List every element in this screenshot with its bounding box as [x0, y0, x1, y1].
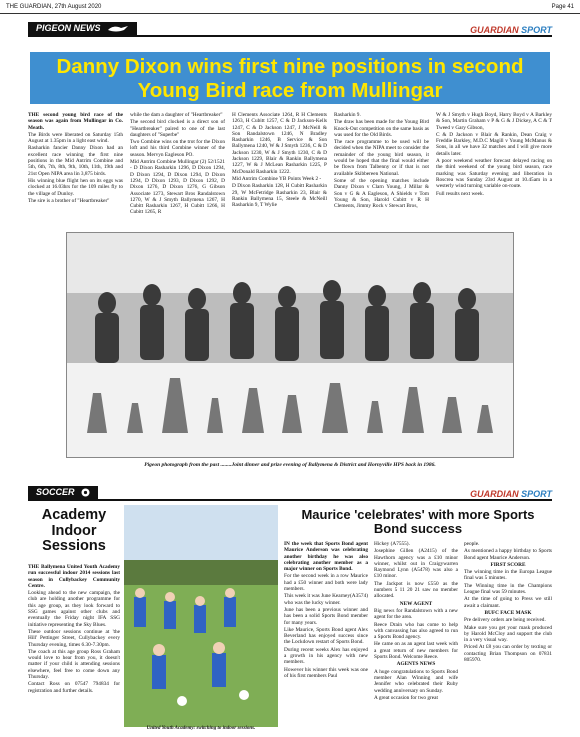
pigeon-news-tab: PIGEON NEWS	[28, 22, 137, 35]
guardian-sport-logo: GUARDIAN SPORT	[470, 25, 552, 35]
guardian-sport-logo-2: GUARDIAN SPORT	[470, 489, 552, 499]
academy-headline: Academy Indoor Sessions	[41, 507, 107, 554]
paper-date: THE GUARDIAN, 27th August 2020	[6, 3, 102, 10]
prize-evening-photo	[66, 232, 514, 458]
page-number: Page 41	[551, 3, 574, 10]
pigeon-section-bar	[28, 22, 552, 37]
pigeon-column-4: Rasharkin 9. The draw has been made for the Young Bird Knock-Out competition on the same basis as was used for the Old Birds. The race programme to be used will be decided when the NIPA meet to consider the remainder of the young bird season, it would be hoped that the final would either be flown from Talbenny or if that is not available Skibbereen National. Some of the opening matches include Danny Dixon v Clarn Young, J Millar & Son v G & A Eagleson, A Shields v Tom Young & Son, Harold Cubitt v R H Clements, Jimmy Rock v Stewart Bros,	[334, 112, 429, 210]
academy-photo-caption: United Youth Academy: switching to indoor sessions.	[146, 726, 256, 731]
section-rule-2	[28, 499, 552, 501]
pigeon-column-5: W & J Smyth v Hugh Boyd, Harry Boyd v A Barkley & Son, Martin Graham v P & G & J Dickey, A C & T Tweed v Gary Gibson, C & D Jackson v Blair & Rankin, Dean Craig v Freddie Barkley, M.D.C Magill v Young McManus & Sons, in all we have 32 matches and I will give more details later. A poor weekend weather forecast delayed racing on the third weekend of the young bird season, race marking was Saturday evening and liberation in Roscrea was Sunday 23rd August at 10.45am in a westerly wind turning variable on-route. Full results next week.	[436, 112, 552, 197]
pigeon-column-2: while the dam a daughter of "Heartbreaker" The second bird clocked is a direct son of "Heartbreaker" paired to one of the last daughters of "Superbe" Two Combine wins on the trot for the Dixon loft and his third Combine winner of the season. Mervyn Eagleson PO. Mid Antrim Combine Mullingar (2) 52/1521 - D Dixon Rasharkin 1296, D Dixon 1294, D Dixon 1294, D Dixon 1294, D Dixon 1294, D Dixon 1293, D Dixon 1292, D Dixon 1276, D Dixon 1276, G Gibson Associate 1273, Stewart Bros Randalstown 1270, W & J Smyth Ballymena 1267, H Cubitt Rasharkin 1267, H Cubitt 1266, H Cubitt 1265, R	[130, 112, 225, 216]
soccer-section-bar	[28, 486, 552, 501]
pigeon-column-3: H Clements Associate 1264, R H Clements 1263, H Cubitt 1257, C & D Jackson-Kells 1247, C & D Jackson 1247, J McNeill & Son Randalstown 1246, N Bradley Rasharkin 1246, B Service & Son Ballymena 1240, W & J Smyth 1236, C & D Jackson 1230, W & J Smyth 1230, C & D Jackson 1229, Blair & Rankin Ballymena 1227, W & J McLean Rasharkin 1225, P McDonald Rasharkin 1222. Mid Antrim Combine YB Points Week 2 - D Dixon Rasharkin 128, H Cubitt Rasharkin 29, W McFetridge Rasharkin 23, Blair & Rankin Ballymena 15, Steele & McNeill Rasharkin 9, T Wylie	[232, 112, 327, 209]
academy-photo-illustration	[124, 505, 278, 727]
pigeon-column-1: THE second young bird race of the season was again from Mullingar in Co. Meath. The Birds were liberated on Saturday 15th August at 1.35pm in a light east wind. Rasharkin fancier Danny Dixon had an excellent race winning the first nine positions in the Mid Antrim Combine and 5th, 6th, 7th, 8th, 9th, 10th, 11th, 19th and 21st Open NIPA area lin 3,875 birds. His winning blue flight hen on its eggs was clocked at 16.03hrs for the 109 miles fly to the village of Dunloy. The sire is a brother of "Heartbreaker"	[28, 112, 123, 204]
football-icon	[81, 488, 90, 497]
academy-photo	[124, 505, 278, 727]
soccer-tab: SOCCER	[28, 486, 98, 499]
section-rule	[28, 35, 552, 37]
group-photo-illustration	[67, 233, 513, 457]
masthead	[0, 0, 580, 14]
maurice-headline: Maurice 'celebrates' with more Sports Bond success	[301, 507, 535, 536]
photo-caption: Pigeon photograph from the past ........Joint dinner and prize evening of Ballymena & District and Hornyville HPS back in 1986.	[144, 462, 436, 468]
maurice-column-3: people. As mentioned a happy birthday to Sports Bond agent Maurice Anderson. FIRST SCORE The winning time in the Europa League final was 5 minutes. The Winning time in the Champions League final was 59 minutes. At the time of going to Press we still await a claimant. BUFC FACE MASK Pre delivery orders are being received. Make sure you get your mask produced by Harold McCloy and support the club in a very visual way. Priced At £8 you can order by texting or contacting Brian Thompson on 07831 805970.	[464, 541, 552, 664]
pigeon-headline: Danny Dixon wins first nine positions in second Young Bird race from Mullingar	[30, 52, 550, 104]
maurice-column-1: IN the week that Sports Bond agent Maurice Anderson was celebrating another birthday he was also celebrating another member as a major winner on Sports Bond. For the second week in a row Maurice had a £50 winner and both were lady members. This week it was June Kearney(A3574) who was the lucky winner. June has been a previous winner and has been a solid Sports Bond member for many years. Like Maurice, Sports Bond agent Alex Beverland has enjoyed success since the Lockdown restart of Sports Bond. During recent weeks Alex has enjoyed a growth in his agency with new members. However his winner this week was one of his first members Paul	[284, 541, 368, 679]
maurice-column-2: Hickey (A7555). Josephine Gillen (A2415) of the Hawthorn agency was a £10 minor winner, whilst out in Craigywarren Raymond Lynn (A5478) was also a £10 minor. The Jackpot is now £550 as the numbers 5 11 20 21 saw no member allocated. NEW AGENT Big news for Randalstown with a new agent for the area. Reece Drain who has come to help with canvassing has also agreed to run a Sports Bond agency. He came on as an agent last week with a great return of new members for Sports Bond. Welcome Reece. AGENTS NEWS A huge congratulations to Sports Bond member Alan Winning and wife Jennifer who celebrated their Ruby wedding anniversary on Sunday. A great occasion for two great	[374, 541, 458, 701]
pigeon-icon	[107, 24, 129, 33]
academy-body: THE Ballymena United Youth Academy run successful indoor 2014 sessions last season in Cullybackey Community Centre. Looking ahead to the new campaign, the club are holding another programme for this age group, as they look forward to SSG games against other clubs and eventually the Friday night IFA SSG initiative representing the Sky Blues. These outdoor sessions continue at 'the Hill' Pettinger Street, Cullybackey every Thursday evening, times 6.30-7.30pm. The coach at this age group Ross Graham would love to hear from you, it doesn't matter if your child is attending sessions elsewhere, feel free to come down any Thursday. Contact Ross on 07547 794834 for registration and further details.	[28, 564, 120, 694]
